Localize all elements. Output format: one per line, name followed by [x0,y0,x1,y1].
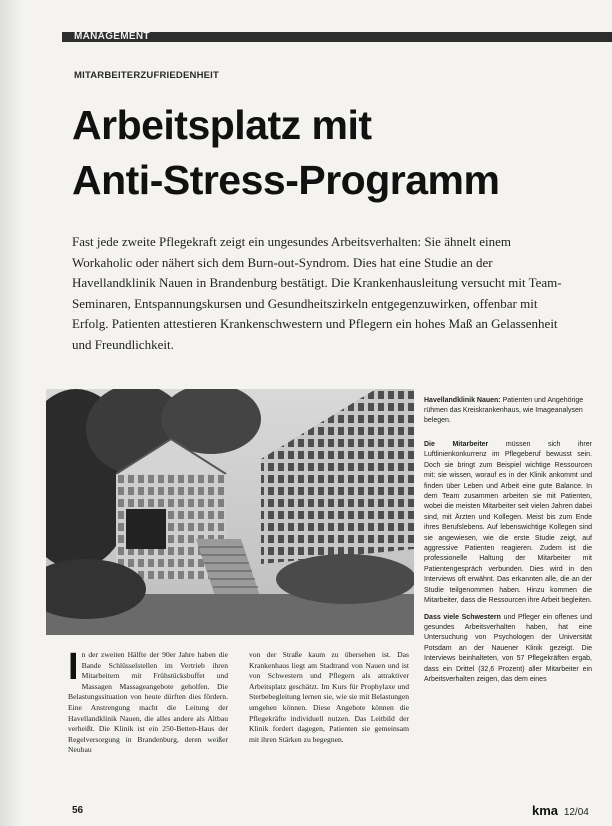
article-headline [72,98,592,208]
section-bar [62,32,612,42]
right-paragraph-1 [424,440,592,607]
right-paragraph-2-text: und Pfleger ein offenes und gesundes Arbeitsverhalten haben, hat eine Untersuchung von Psychologen der Universität Potsdam an der Nauener Klinik gezeigt. Die Interviews beinhalteten, von 57 Pflegekräften ergab, dass ein Drittel (32,6 Prozent) aller Mitarbeiter ein Arbeitsverhalten zeigen, das dem eines [424,613,592,683]
caption-title: Havellandklinik Nauen: [424,397,501,404]
photo-caption [424,396,592,426]
right-paragraph-1-text: müssen sich ihrer Luftlinienkonkurrenz im Pflegeberuf bewusst sein. Doch sie bringt zum Beispiel wichtige Ressourcen mit: sie wissen, worauf es in der Klinik ankommt und finden über Leben und Arbeit eine gute Balance. In dem Team zusammen arbeiten sie mit Patienten, wobei die meisten Mitarbeiter seit vielen Jahren dabei sind, mit Ärzten und Kollegen. Meist bis zum Ende ihres Berufslebens. Auf lebenswichtige Kollegen sind sie angewiesen, wie die erste Studie zeigt, auf aggressive Patienten reagieren. Zudem ist die professionelle Haltung der Mitarbeiter mit Patientengespräch verbunden. Dies wird in den Interviews oft erwähnt. Das erkannten alle, die an der Studie teilgenommen haben. Hinzu kommen die Mitarbeiter, dass die Ressourcen ihre Arbeit begleiten. [424,441,592,605]
page-gutter-shadow [0,0,22,826]
hospital-photo [46,389,414,635]
caption-text: Patienten und Angehörige rühmen das Kreiskrankenhaus, wie Imageanalysen belegen. [424,397,584,424]
headline-line-1: Arbeitsplatz mit [72,102,372,148]
right-paragraph-1-lead: Die Mitarbeiter [424,441,489,448]
hospital-photo-image [46,389,414,635]
right-paragraph-2 [424,613,592,686]
right-paragraph-2-lead: Dass viele Schwestern [424,613,501,621]
drop-cap: I [68,646,79,688]
page-number: 56 [72,805,84,816]
magazine-logo: kma [532,803,559,818]
headline-line-2: Anti-Stress-Programm [72,157,500,203]
section-label: MANAGEMENT [74,31,150,42]
issue-number: 12/04 [563,807,589,818]
body-column-1 [68,646,228,756]
body-column-1-text: n der zweiten Hälfte der 90er Jahre haben die Bande Schlüsselstellen im Vertrieb ihren Mitarbeitern mit Frühstücksbuffet und Massagen Massageangebote geholfen. Die Belastungssituation von heute dürften dies fördern. Eine Anstrengung macht die Leitung der Havellandklinik Nauen, die alles andere als Altbau verheißt. Die Klinik ist ein 250-Betten-Haus der Regelversorgung in Brandenburg, deren weißer Neubau [68,650,228,755]
article-kicker: MITARBEITERZUFRIEDENHEIT [74,70,220,81]
magazine-footer [532,803,589,818]
body-column-2: von der Straße kaum zu übersehen ist. Das Krankenhaus liegt am Stadtrand von Nauen und ist von Schwestern und Pflegern als attraktiver Arbeitsplatz geschätzt. Im Kurs für Prophylaxe und Sterbebegleitung lernen sie, wie sie mit Belastungen umgehen können. Diese Angebote können die Pflegekräfte individuell nutzen. Das Leitbild der Klinik fordert dagegen, Patienten sie gemeinsam mit ihren Stärken zu begegnen. [249,650,409,744]
article-lead: Fast jede zweite Pflegekraft zeigt ein ungesundes Arbeitsverhalten: Sie ähnelt einem Workaholic oder nähert sich dem Burn-out-Syndrom. Dies hat eine Studie an der Havellandklinik Nauen in Brandenburg bestätigt. Die Krankenhausleitung versucht mit Team-Seminaren, Entspannungskursen und Gesundheitszirkeln entgegenzuwirken, offenbar mit Erfolg. Patienten attestieren Krankenschwestern und Pflegern ein hohes Maß an Gelassenheit und Freundlichkeit. [72,234,562,352]
right-column-text [424,440,592,691]
